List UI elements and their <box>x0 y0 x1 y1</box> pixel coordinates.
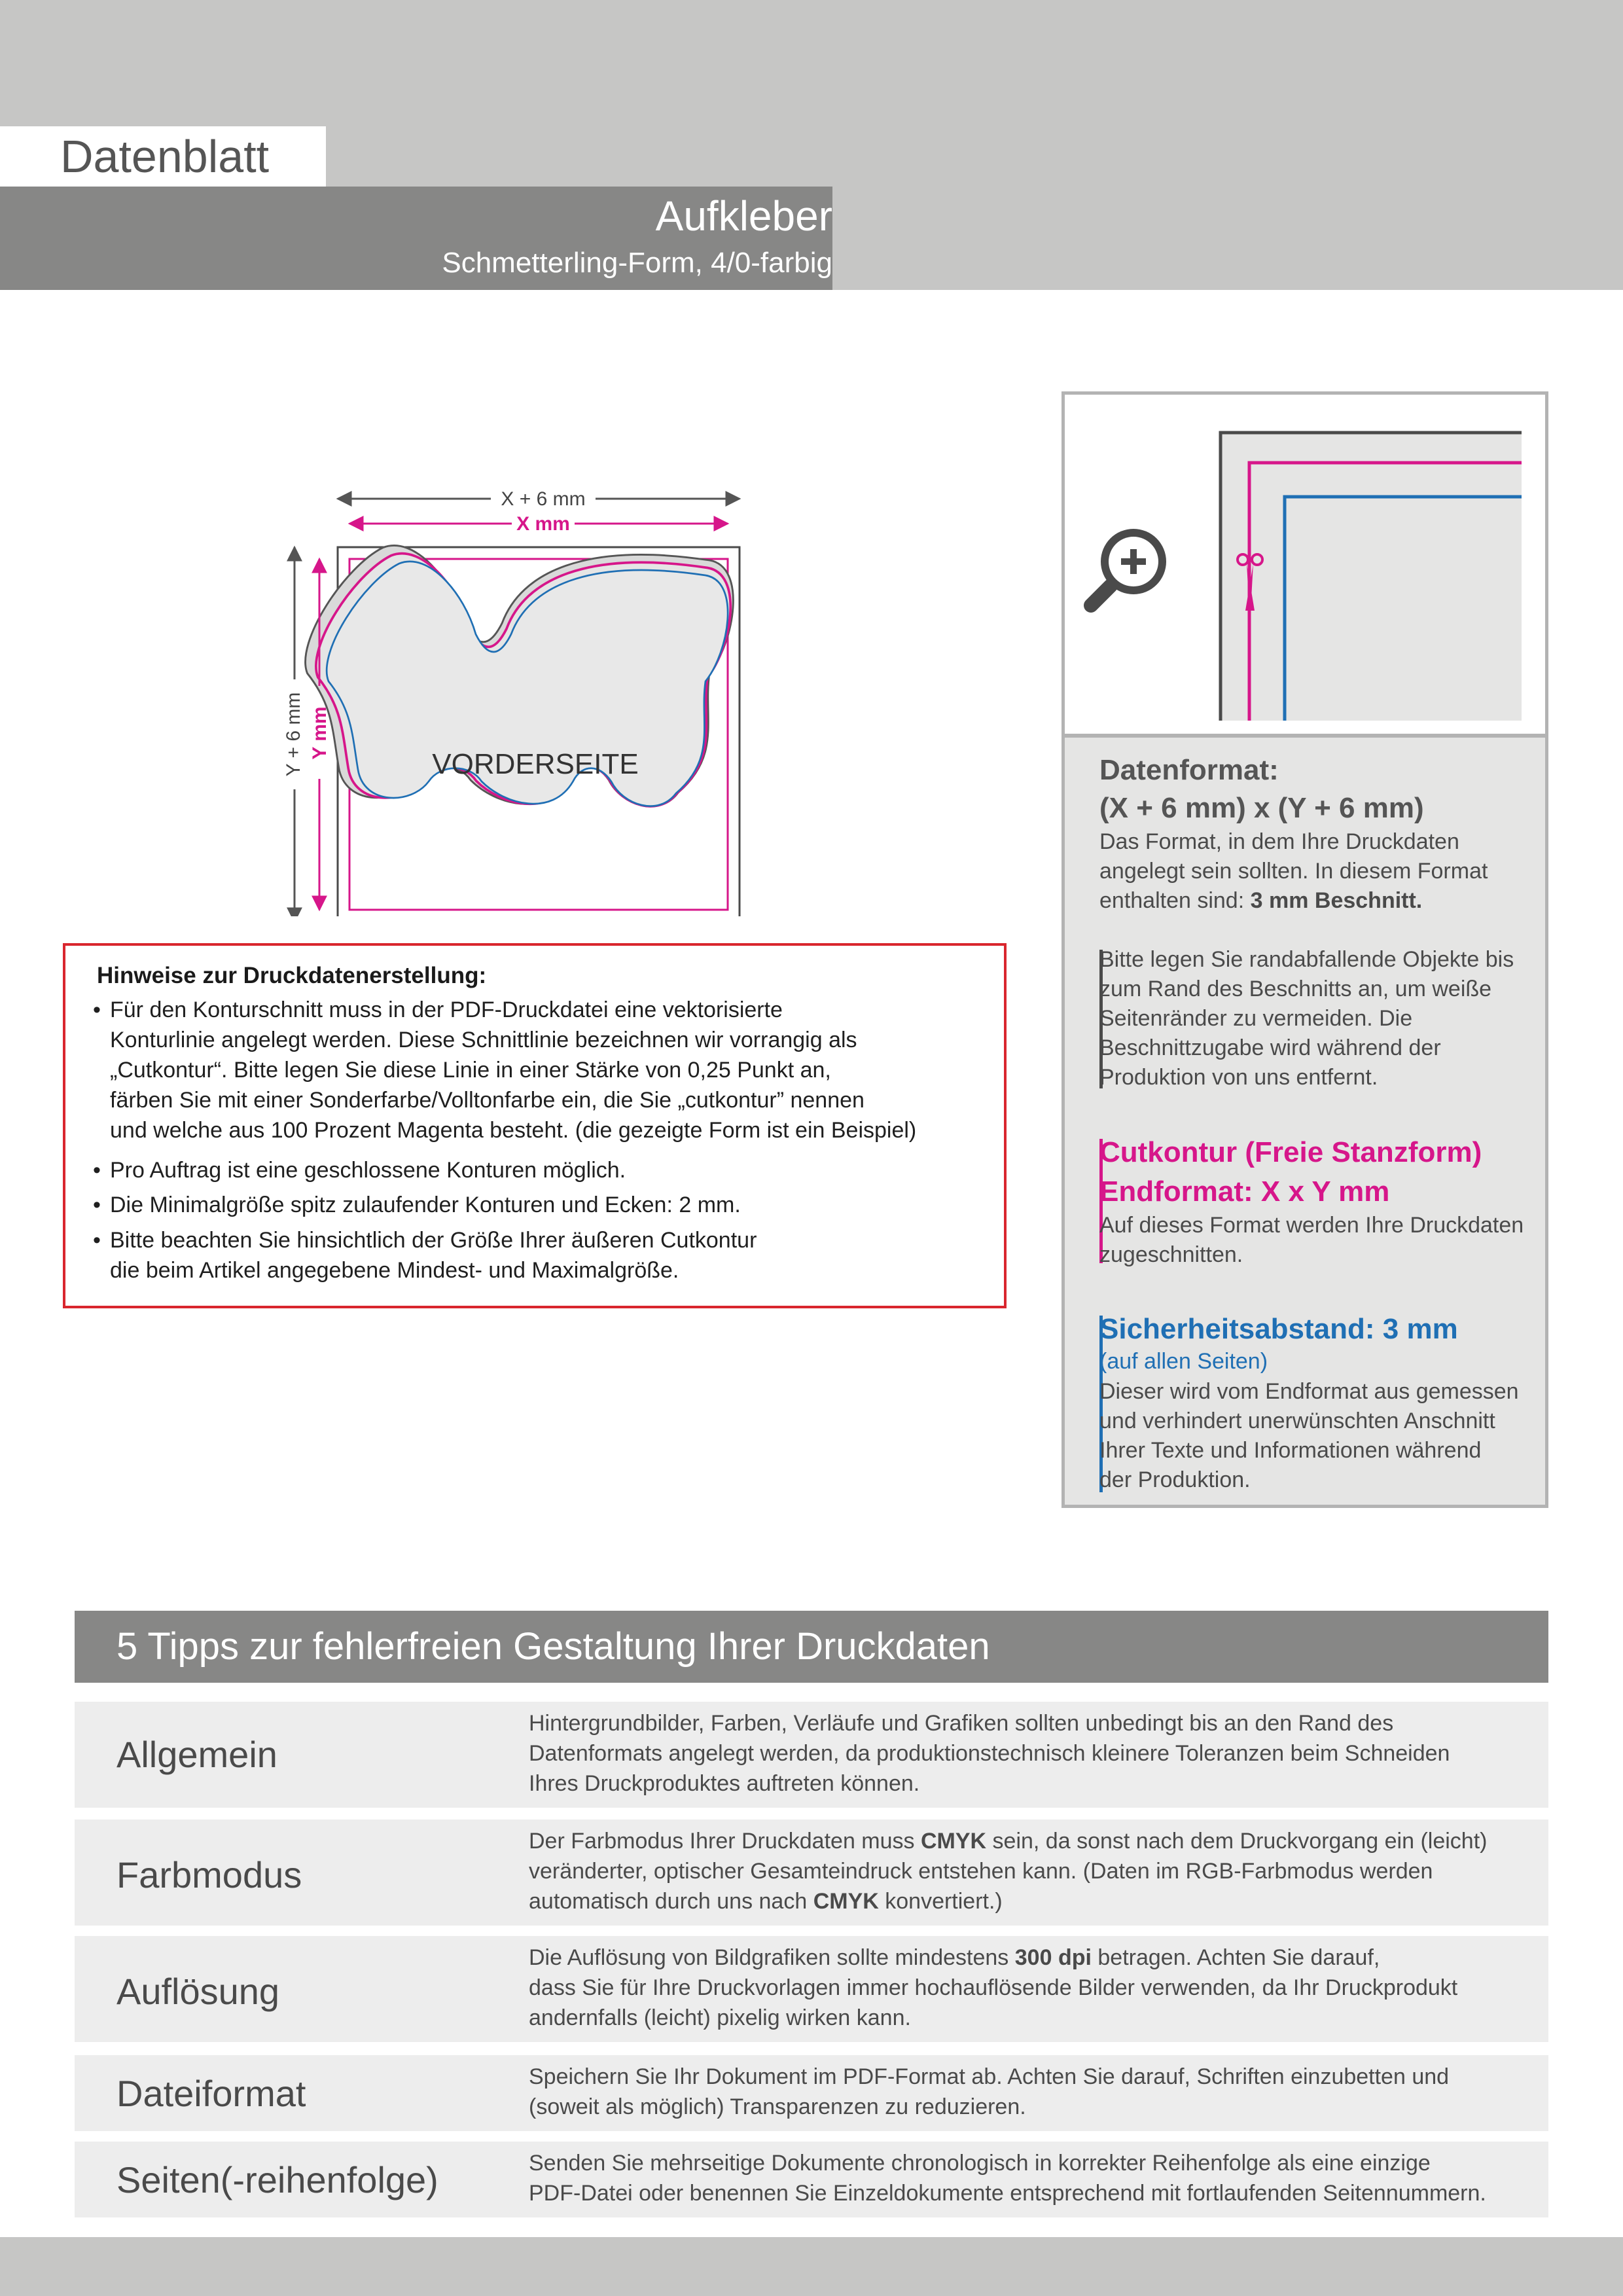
butterfly-diagram <box>275 471 759 916</box>
format-text: Das Format, in dem Ihre Druckdaten angelegt sein sollten. In diesem Format enthalten sind: 3 mm Beschnitt. <box>1099 829 1488 913</box>
hint-item: • Pro Auftrag ist eine geschlossene Konturen möglich. <box>93 1158 626 1183</box>
tip-row-farbmodus <box>75 1820 1548 1926</box>
hint-item: • Bitte beachten Sie hinsichtlich der Größe Ihrer äußeren Cutkontur die beim Artikel angegebene Mindest- und Maximalgröße. <box>93 1228 757 1283</box>
tip-label: Allgemein <box>116 1734 277 1775</box>
tip-text: Hintergrundbilder, Farben, Verläufe und Grafiken sollten unbedingt bis an den Rand des Datenformats angelegt werden, da produktionstechnisch kleinere Toleranzen beim Schneiden Ihres Druckproduktes auftreten können. <box>529 1711 1450 1796</box>
hint-item: • Für den Konturschnitt muss in der PDF-Druckdatei eine vektorisierte Konturlinie angelegt werden. Diese Schnittlinie bezeichnen wir vorrangig als „Cutkontur“. Bitte legen Sie diese Linie in einer Stärke von 0,25 Punkt an, färben Sie mit einer Sonderfarbe/Volltonfarbe ein, die Sie „cutkontur” nennen und welche aus 100 Prozent Magenta besteht. (die gezeigte Form ist ein Beispiel) <box>93 997 917 1143</box>
format-heading: Datenformat: <box>1099 754 1279 786</box>
dim-width-outer: X + 6 mm <box>501 488 586 510</box>
dim-height-inner: Y mm <box>309 706 330 760</box>
cut-heading: Cutkontur (Freie Stanzform) <box>1099 1136 1482 1168</box>
tip-row-seiten <box>75 2142 1548 2217</box>
safe-heading: Sicherheitsabstand: 3 mm <box>1099 1313 1458 1345</box>
corner-detail-figure <box>1065 395 1545 734</box>
dim-width-inner: X mm <box>516 513 570 535</box>
format-heading-size: (X + 6 mm) x (Y + 6 mm) <box>1099 792 1424 824</box>
hint-item: • Die Minimalgröße spitz zulaufender Konturen und Ecken: 2 mm. <box>93 1193 741 1217</box>
tip-text: Speichern Sie Ihr Dokument im PDF-Format ab. Achten Sie darauf, Schriften einzubetten und (soweit als möglich) Transparenzen zu reduzieren. <box>529 2064 1450 2119</box>
side-label: VORDERSEITE <box>432 748 639 780</box>
hints-title: Hinweise zur Druckdatenerstellung: <box>97 963 487 988</box>
cut-text: Auf dieses Format werden Ihre Druckdaten zugeschnitten. <box>1099 1213 1524 1267</box>
tip-label: Dateiformat <box>116 2073 306 2114</box>
tips-title: 5 Tipps zur fehlerfreien Gestaltung Ihrer Druckdaten <box>116 1625 990 1668</box>
tip-label: Seiten(-reihenfolge) <box>116 2159 438 2200</box>
tip-row-aufloesung <box>75 1936 1548 2042</box>
dim-height-outer: Y + 6 mm <box>283 692 304 777</box>
cut-heading-size: Endformat: X x Y mm <box>1099 1175 1390 1208</box>
tip-text: Senden Sie mehrseitige Dokumente chronologisch in korrekter Reihenfolge als eine einzige PDF-Datei oder benennen Sie Einzeldokumente entsprechend mit fortlaufenden Seitennummern. <box>529 2151 1486 2206</box>
safe-subheading: (auf allen Seiten) <box>1099 1349 1268 1374</box>
page-subtitle: Schmetterling-Form, 4/0-farbig <box>442 247 832 279</box>
tip-label: Farbmodus <box>116 1854 302 1895</box>
tip-text: Der Farbmodus Ihrer Druckdaten muss CMYK sein, da sonst nach dem Druckvorgang ein (leicht) veränderter, optischer Gesamteindruck entstehen kann. (Daten im RGB-Farbmodus werden automatisch durch uns nach CMYK konvertiert.) <box>529 1829 1488 1914</box>
footer-band <box>0 2237 1623 2296</box>
safe-text: Dieser wird vom Endformat aus gemessen und verhindert unerwünschten Anschnitt Ihrer Texte und Informationen während der Produktion. <box>1099 1379 1519 1492</box>
tip-label: Auflösung <box>116 1971 280 2012</box>
tip-row-dateiformat <box>75 2055 1548 2131</box>
bleed-text: Bitte legen Sie randabfallende Objekte bis zum Rand des Beschnitts an, um weiße Seitenränder zu vermeiden. Die Beschnittzugabe wird während der Produktion von uns entfernt. <box>1099 947 1514 1090</box>
doc-type-label: Datenblatt <box>60 131 270 182</box>
tip-text: Die Auflösung von Bildgrafiken sollte mindestens 300 dpi betragen. Achten Sie darauf, dass Sie für Ihre Druckvorlagen immer hochauflösende Bilder verwenden, da Ihr Druckprodukt andernfalls (leicht) pixelig wirken kann. <box>529 1945 1458 2030</box>
zoom-in-icon <box>1091 529 1166 605</box>
page-title: Aufkleber <box>655 192 832 240</box>
tip-row-allgemein <box>75 1702 1548 1808</box>
